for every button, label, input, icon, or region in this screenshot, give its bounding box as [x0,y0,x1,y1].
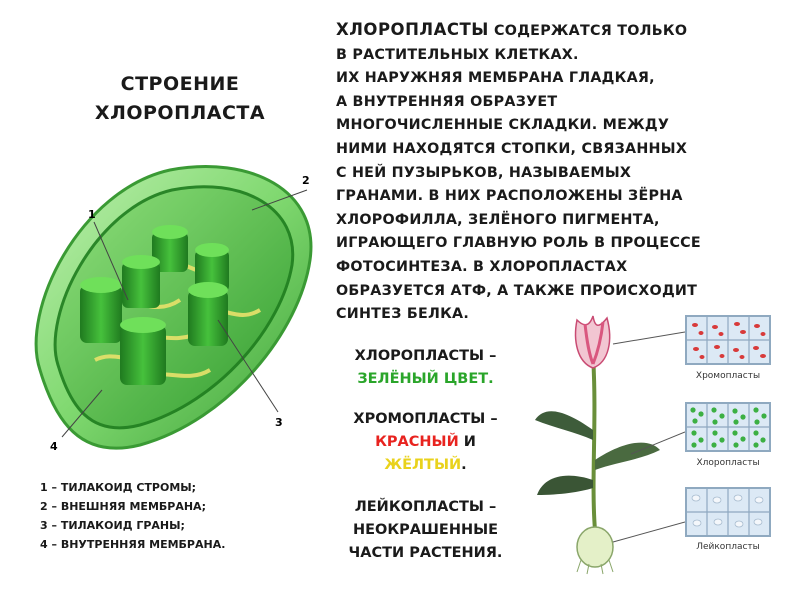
desc-line: СИНТЕЗ БЕЛКА. [336,306,470,323]
legend [40,478,225,554]
desc-line: ХЛОРОПЛАСТЫ СОДЕРЖАТСЯ ТОЛЬКО [336,20,688,39]
label-2: 2 [302,174,310,187]
leucoplast-cells-drawing [687,489,769,535]
granum [80,277,122,343]
desc-line: С НЕЙ ПУЗЫРЬКОВ, НАЗЫВАЕМЫХ [336,164,632,181]
leucoplasts-line-3: ЧАСТИ РАСТЕНИЯ. [348,545,503,561]
leucoplasts-block [328,496,523,565]
stem [593,355,595,530]
chloroplast-illustration [20,150,320,470]
label-4: 4 [50,440,58,453]
chloroplasts-caption: Хлоропласты [696,458,760,468]
lead-word: ХЛОРОПЛАСТЫ [336,20,489,39]
desc-line: ГРАНАМИ. В НИХ РАСПОЛОЖЕНЫ ЗЁРНА [336,188,683,205]
chloroplast-cells-drawing [687,404,769,450]
bulb [577,527,613,574]
leucoplast-cells-image [685,487,771,537]
legend-item: 1 – ТИЛАКОИД СТРОМЫ; [40,481,197,494]
leaves [535,411,660,495]
title-line-2: ХЛОРОПЛАСТА [94,102,266,124]
desc-line: ИХ НАРУЖНЯЯ МЕМБРАНА ГЛАДКАЯ, [336,70,655,87]
pointer-lines [613,332,685,542]
chromoplasts-name: ХРОМОПЛАСТЫ – [353,411,498,427]
label-3: 3 [275,416,283,429]
chloroplast-cells-image [685,402,771,452]
desc-line: ХЛОРОФИЛЛА, ЗЕЛЁНОГО ПИГМЕНТА, [336,211,660,228]
legend-item: 2 – ВНЕШНЯЯ МЕМБРАНА; [40,500,206,513]
description-text [336,18,791,327]
tulip-flower [576,316,610,368]
desc-line: ИГРАЮЩЕГО ГЛАВНУЮ РОЛЬ В ПРОЦЕССЕ [336,235,701,252]
chloroplasts-name: ХЛОРОПЛАСТЫ – [354,348,497,364]
desc-line: ОБРАЗУЕТСЯ АТФ, А ТАКЖЕ ПРОИСХОДИТ [336,282,698,299]
desc-line: НИМИ НАХОДЯТСЯ СТОПКИ, СВЯЗАННЫХ [336,140,688,157]
granum [188,282,228,346]
chromoplast-cells-drawing [687,317,769,363]
chloroplasts-block [328,345,523,391]
chromoplasts-caption: Хромопласты [695,371,761,381]
desc-line: А ВНУТРЕННЯЯ ОБРАЗУЕТ [336,93,558,110]
color-red: КРАСНЫЙ [375,434,459,450]
label-1: 1 [88,208,96,221]
leucoplasts-caption: Лейкопласты [696,542,760,552]
chloroplasts-color: ЗЕЛЁНЫЙ ЦВЕТ. [357,371,494,387]
chromoplasts-colors-2: ЖЁЛТЫЙ. [384,457,467,473]
desc-line: МНОГОЧИСЛЕННЫЕ СКЛАДКИ. МЕЖДУ [336,117,670,134]
legend-item: 3 – ТИЛАКОИД ГРАНЫ; [40,519,185,532]
color-yellow: ЖЁЛТЫЙ [384,457,462,473]
tulip-illustration [525,310,685,575]
desc-line: ФОТОСИНТЕЗА. В ХЛОРОПЛАСТАХ [336,258,628,275]
leucoplasts-name: ЛЕЙКОПЛАСТЫ – [354,499,497,515]
chromoplasts-colors: КРАСНЫЙ И [375,434,476,450]
leucoplasts-line-2: НЕОКРАШЕННЫЕ [352,522,499,538]
diagram-title [70,70,290,128]
chromoplast-cells-image [685,315,771,365]
desc-line: В РАСТИТЕЛЬНЫХ КЛЕТКАХ. [336,46,579,63]
title-line-1: СТРОЕНИЕ [120,73,240,95]
legend-item: 4 – ВНУТРЕННЯЯ МЕМБРАНА. [40,538,226,551]
chromoplasts-block [328,408,523,477]
granum [120,317,166,385]
